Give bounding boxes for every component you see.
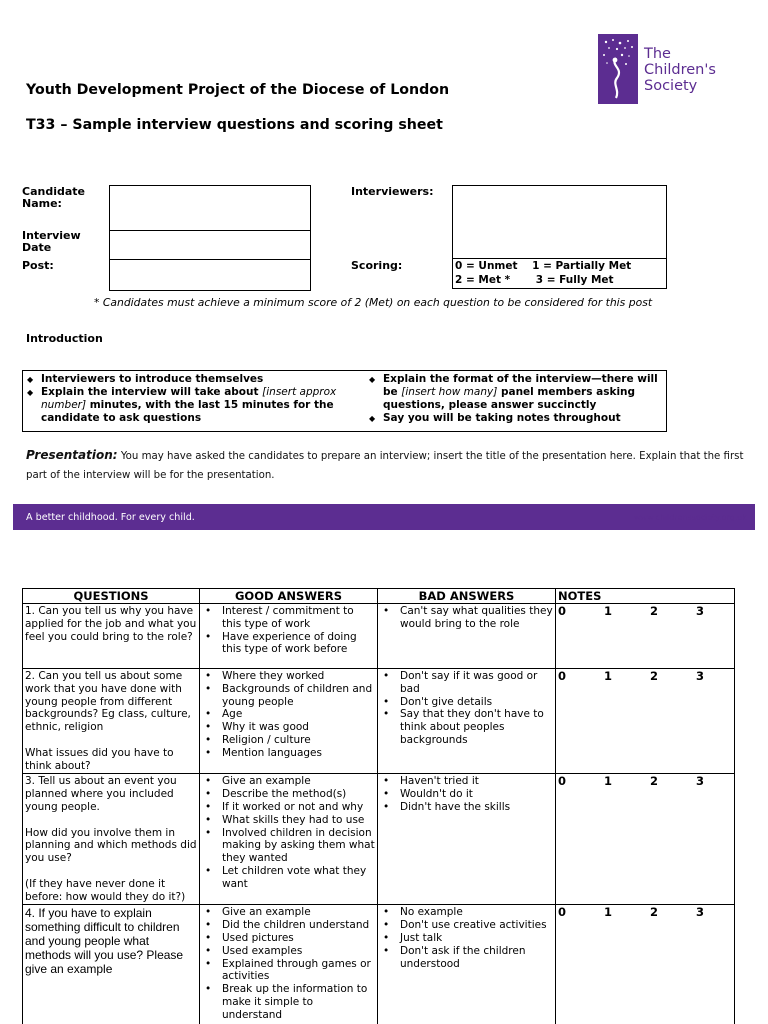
interviewers-label: Interviewers: bbox=[351, 185, 434, 198]
post-label: Post: bbox=[22, 259, 54, 272]
interview-date-label: Interview Date bbox=[22, 229, 81, 254]
bad-answers-cell: • Haven't tried it • Wouldn't do it • Didn't have the skills bbox=[378, 774, 556, 905]
candidate-name-label: Candidate Name: bbox=[22, 185, 85, 210]
introduction-heading: Introduction bbox=[26, 332, 103, 345]
introduction-box bbox=[22, 370, 667, 432]
score-options[interactable]: 0 1 2 3 bbox=[558, 669, 705, 683]
good-answers-cell: • Where they worked • Backgrounds of children and young people • Age • Why it was good • Religion / culture • Mention languages bbox=[200, 669, 378, 774]
scoring-label: Scoring: bbox=[351, 259, 403, 272]
notes-header: NOTES bbox=[556, 589, 735, 604]
table-row bbox=[23, 604, 735, 669]
bad-answers-header: BAD ANSWERS bbox=[378, 589, 556, 604]
bad-answers-cell: • Don't say if it was good or bad • Don't give details • Say that they don't have to think about peoples backgrounds bbox=[378, 669, 556, 774]
presentation-paragraph: Presentation: You may have asked the candidates to prepare an interview; insert the title of the presentation here. Explain that the first part of the interview will be for the presentation. bbox=[26, 448, 744, 481]
interviewers-field[interactable] bbox=[452, 185, 667, 259]
logo-mark bbox=[598, 34, 638, 104]
score-options[interactable]: 0 1 2 3 bbox=[558, 604, 705, 618]
question-cell: 3. Tell us about an event you planned where you included young people. How did you involve them in planning and which methods did you use? (If they have never done it before: how would they do it?) bbox=[23, 774, 200, 905]
good-answers-cell: • Interest / commitment to this type of work • Have experience of doing this type of work before bbox=[200, 604, 378, 669]
score-options[interactable]: 0 1 2 3 bbox=[558, 774, 705, 789]
table-row bbox=[23, 774, 735, 905]
candidate-name-field[interactable] bbox=[109, 185, 311, 231]
bad-answers-cell: • No example • Don't use creative activities • Just talk • Don't ask if the children understood bbox=[378, 905, 556, 1024]
score-options[interactable]: 0 1 2 3 bbox=[558, 905, 705, 920]
childrens-society-logo bbox=[598, 34, 742, 106]
intro-item: ◆ Interviewers to introduce themselves bbox=[25, 373, 365, 386]
question-cell: 1. Can you tell us why you have applied for the job and what you feel you could bring to the role? bbox=[23, 604, 200, 669]
good-answers-header: GOOD ANSWERS bbox=[200, 589, 378, 604]
notes-cell[interactable] bbox=[556, 905, 735, 1024]
document-title: Youth Development Project of the Diocese of London bbox=[26, 82, 450, 98]
good-answers-cell: • Give an example • Describe the method(s) • If it worked or not and why • What skills they had to use • Involved children in decision making by asking them what they wanted • Let children vote what they want bbox=[200, 774, 378, 905]
table-row bbox=[23, 669, 735, 774]
minimum-score-note: * Candidates must achieve a minimum score of 2 (Met) on each question to be considered for this post bbox=[94, 296, 653, 309]
bad-answers-cell: • Can't say what qualities they would bring to the role bbox=[378, 604, 556, 669]
website-link[interactable]: www.childrenssociety.org.uk bbox=[634, 513, 747, 522]
questions-header: QUESTIONS bbox=[23, 589, 200, 604]
notes-cell[interactable] bbox=[556, 669, 735, 774]
interview-questions-table bbox=[22, 588, 735, 1024]
table-row bbox=[23, 905, 735, 1024]
tagline: A better childhood. For every child. bbox=[26, 512, 195, 523]
question-cell: 2. Can you tell us about some work that you have done with young people from different backgrounds? Eg class, culture, ethnic, religion What issues did you have to think about? bbox=[23, 669, 200, 774]
intro-item: ◆ Explain the format of the interview—there will be [insert how many] panel members asking questions, please answer succinctly bbox=[367, 373, 665, 412]
good-answers-cell: • Give an example • Did the children understand • Used pictures • Used examples • Explained through games or activities • Break up the information to make it simple to understand bbox=[200, 905, 378, 1024]
scoring-key: 0 = Unmet 1 = Partially Met 2 = Met * 3 = Fully Met bbox=[452, 258, 667, 289]
intro-item: ◆ Say you will be taking notes throughout bbox=[367, 412, 665, 425]
interview-date-field[interactable] bbox=[109, 230, 311, 260]
post-field[interactable] bbox=[109, 259, 311, 291]
table-header-row bbox=[23, 589, 735, 604]
notes-cell[interactable] bbox=[556, 774, 735, 905]
question-cell: 4. If you have to explain something difficult to children and young people what methods will you use? Please give an example bbox=[23, 905, 200, 1024]
logo-wordmark: The Children's Society bbox=[644, 46, 716, 94]
document-subtitle: T33 – Sample interview questions and scoring sheet bbox=[26, 117, 443, 133]
intro-item: ◆ Explain the interview will take about [insert approx number] minutes, with the last 15 minutes for the candidate to ask questions bbox=[25, 386, 365, 425]
notes-cell[interactable] bbox=[556, 604, 735, 669]
